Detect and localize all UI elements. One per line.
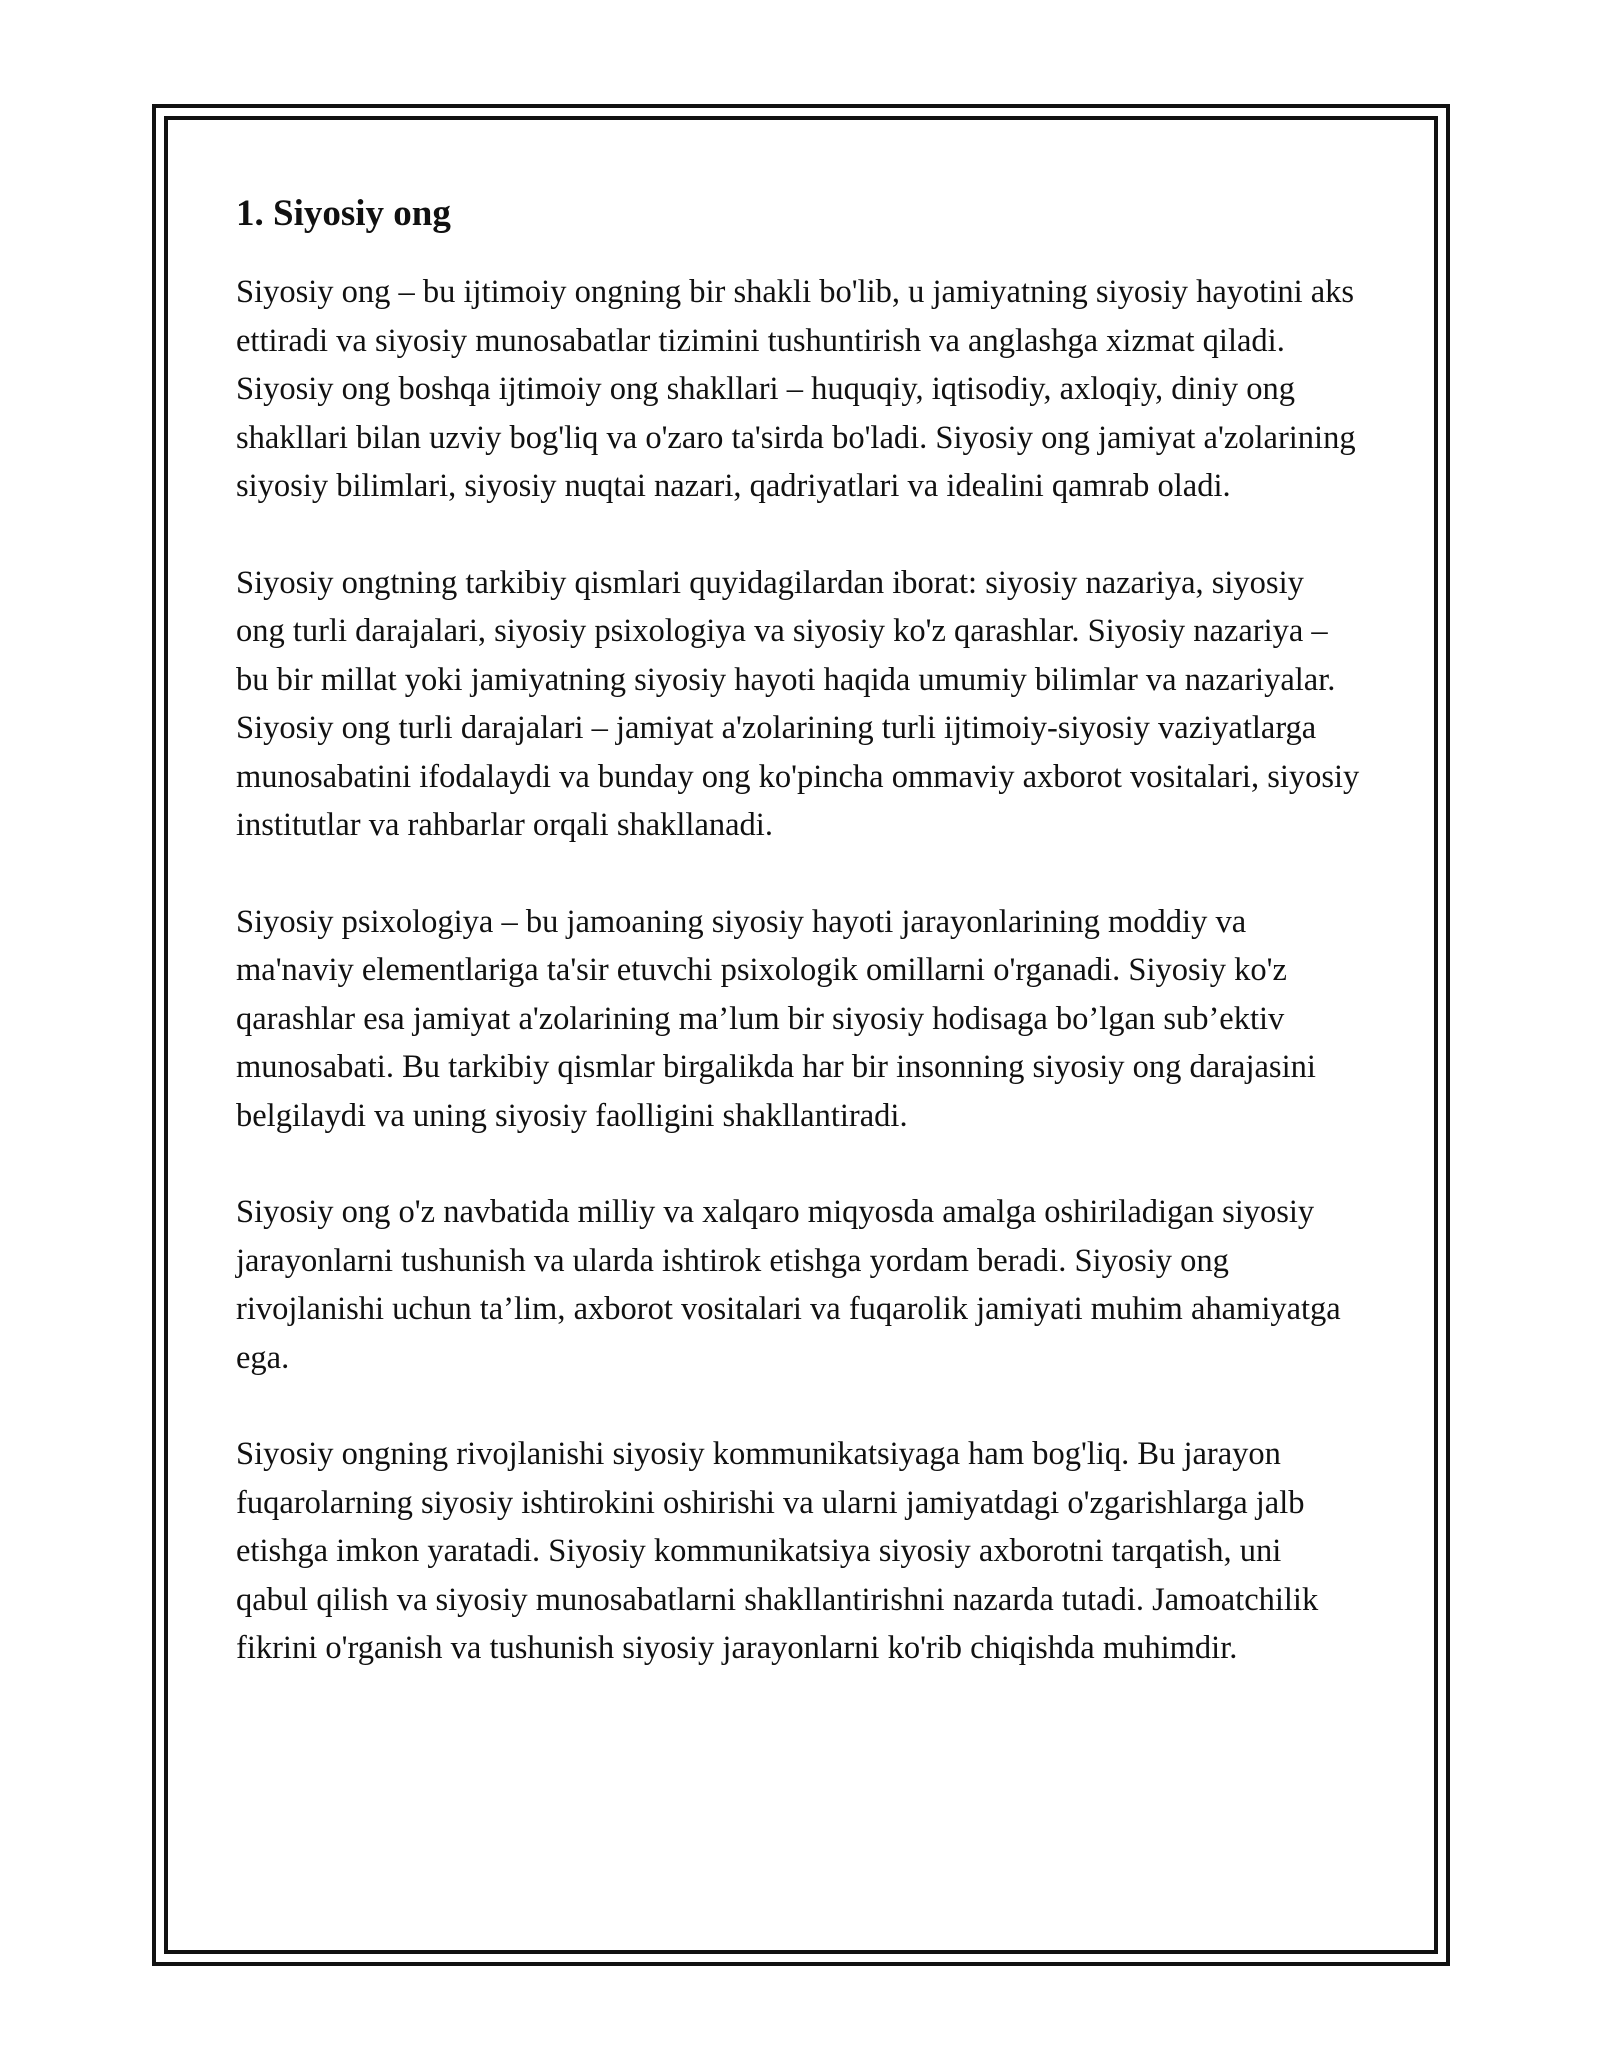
paragraph-3: Siyosiy psixologiya – bu jamoaning siyosiy hayoti jarayonlarining moddiy va ma'naviy elementlariga ta'sir etuvchi psixologik omillarni o'rganadi. Siyosiy ko'z qarashlar esa jamiyat a'zolarining ma’lum bir siyosiy hodisaga bo’lgan sub’ektiv munosabati. Bu tarkibiy qismlar birgalikda har bir insonning siyosiy ong darajasini belgilaydi va uning siyosiy faolligini shakllantiradi. (236, 903, 1316, 1134)
paragraph-2: Siyosiy ongtning tarkibiy qismlari quyidagilardan iborat: siyosiy nazariya, siyosiy ong turli darajalari, siyosiy psixologiya va siyosiy ko'z qarashlar. Siyosiy nazariya – bu bir millat yoki jamiyatning siyosiy hayoti haqida umumiy bilimlar va nazariyalar. Siyosiy ong turli darajalari – jamiyat a'zolarining turli ijtimoiy-siyosiy vaziyatlarga munosabatini ifodalaydi va bunday ong ko'pincha ommaviy axborot vositalari, siyosiy institutlar va rahbarlar orqali shakllanadi. (236, 564, 1360, 843)
paragraph-4: Siyosiy ong o'z navbatida milliy va xalqaro miqyosda amalga oshiriladigan siyosiy jarayonlarni tushunish va ularda ishtirok etishga yordam beradi. Siyosiy ong rivojlanishi uchun ta’lim, axborot vositalari va fuqarolik jamiyati muhim ahamiyatga ega. (236, 1194, 1341, 1376)
document-body (236, 186, 1360, 1673)
section-heading: 1. Siyosiy ong (236, 193, 451, 234)
paragraph-5: Siyosiy ongning rivojlanishi siyosiy kommunikatsiyaga ham bog'liq. Bu jarayon fuqarolarning siyosiy ishtirokini oshirishi va ularni jamiyatdagi o'zgarishlarga jalb etishga imkon yaratadi. Siyosiy kommunikatsiya siyosiy axborotni tarqatish, uni qabul qilish va siyosiy munosabatlarni shakllantirishni nazarda tutadi. Jamoatchilik fikrini o'rganish va tushunish siyosiy jarayonlarni ko'rib chiqishda muhimdir. (236, 1436, 1319, 1666)
paragraph-1: Siyosiy ong – bu ijtimoiy ongning bir shakli bo'lib, u jamiyatning siyosiy hayotini aks ettiradi va siyosiy munosabatlar tizimini tushuntirish va anglashga xizmat qiladi. Siyosiy ong boshqa ijtimoiy ong shakllari – huquqiy, iqtisodiy, axloqiy, diniy ong shakllari bilan uzviy bog'liq va o'zaro ta'sirda bo'ladi. Siyosiy ong jamiyat a'zolarining siyosiy bilimlari, siyosiy nuqtai nazari, qadriyatlari va idealini qamrab oladi. (236, 274, 1356, 504)
